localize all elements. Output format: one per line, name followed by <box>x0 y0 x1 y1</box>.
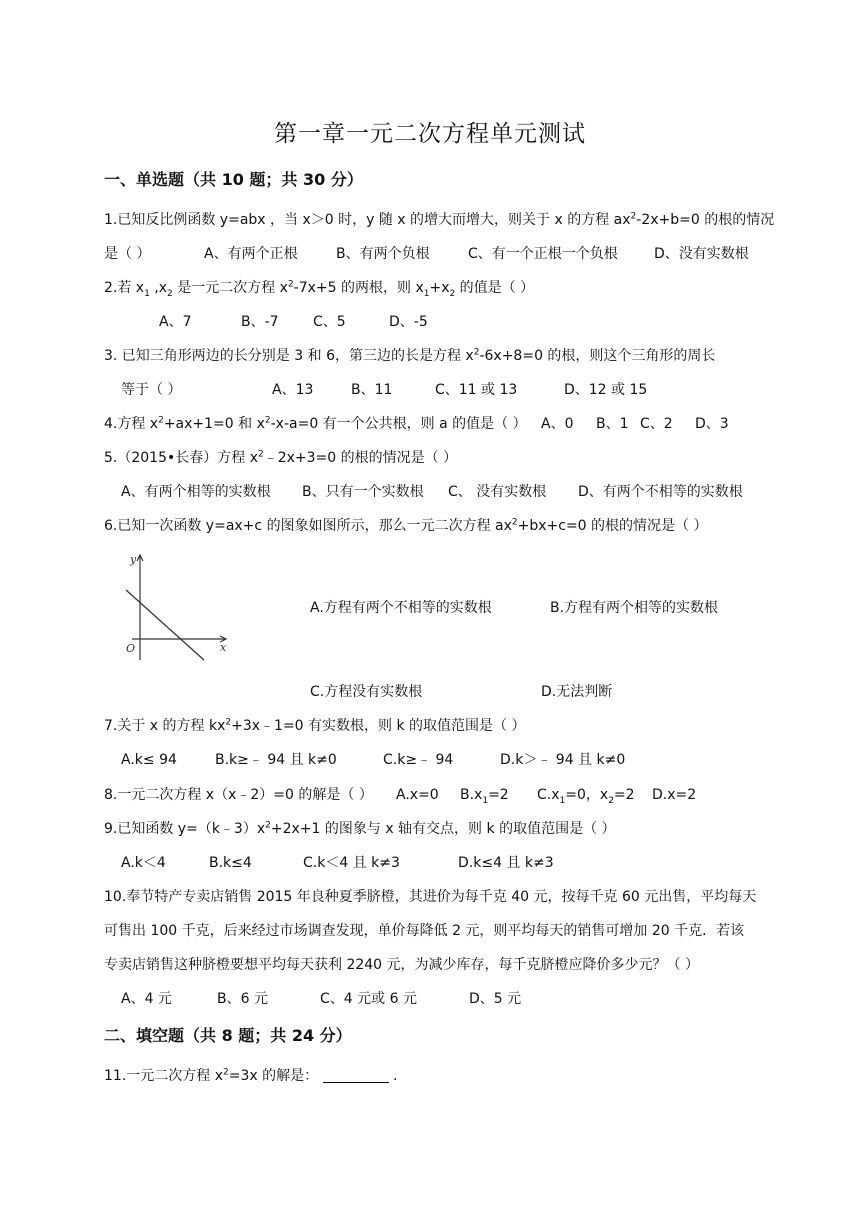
question-6-stem <box>104 516 708 536</box>
superscript: 2 <box>630 211 637 222</box>
question-11 <box>104 1066 397 1086</box>
q7-text-a: 7.关于 x 的方程 kx <box>104 718 226 734</box>
function-line <box>126 590 204 660</box>
q4-option-d: D、3 <box>695 416 729 432</box>
q7-option-d: D.k＞﹣ 94 且 k≠0 <box>500 752 626 768</box>
y-axis-label: y <box>130 553 137 566</box>
q3-text-a: 3. 已知三角形两边的长分别是 3 和 6，第三边的长是方程 x <box>104 348 474 364</box>
q4-option-c: C、2 <box>640 416 673 432</box>
q1-text-a: 1.已知反比例函数 y=abx ，当 x＞0 时，y 随 x 的增大而增大，则关于 x 的方程 ax <box>104 212 631 228</box>
subscript: 1 <box>482 795 489 806</box>
q8-option-b <box>460 785 509 805</box>
q2-option-b: B、-7 <box>241 314 279 330</box>
q9-option-c: C.k＜4 且 k≠3 <box>303 855 400 871</box>
q4-text-b: +ax+1=0 和 x <box>163 416 265 432</box>
q3-text-b: -6x+8=0 的根，则这个三角形的周长 <box>479 348 716 364</box>
q11-text-b: =3x 的解是： <box>228 1068 319 1084</box>
q3-option-c: C、11 或 13 <box>435 382 518 398</box>
q1-text-b: -2x+b=0 的根的情况 <box>636 212 775 228</box>
q5-option-d: D、有两个不相等的实数根 <box>578 484 743 500</box>
q6-option-d: D.无法判断 <box>541 684 613 700</box>
q2-text-c: 是一元二次方程 x <box>172 280 288 296</box>
question-7-stem <box>104 716 526 736</box>
superscript: 2 <box>511 517 518 528</box>
q5-option-c: C、 没有实数根 <box>448 484 547 500</box>
subscript: 2 <box>608 795 614 806</box>
superscript: 2 <box>265 820 271 831</box>
q5-option-a: A、有两个相等的实数根 <box>121 484 271 500</box>
subscript: 1 <box>144 288 150 299</box>
subscript: 1 <box>559 795 566 806</box>
q2-option-c: C、5 <box>313 314 346 330</box>
q6-text-b: +bx+c=0 的根的情况是（ ） <box>517 518 708 534</box>
q2-text-e: +x <box>429 280 450 296</box>
q7-option-b: B.k≥﹣ 94 且 k≠0 <box>215 752 337 768</box>
q9-option-a: A.k＜4 <box>121 855 166 871</box>
q9-option-d: D.k≤4 且 k≠3 <box>458 855 554 871</box>
q1-lead: 是（ ） <box>104 246 151 262</box>
q8-text: 8.一元二次方程 x（x﹣2）=0 的解是（ ） <box>104 787 373 803</box>
page-title: 第一章一元二次方程单元测试 <box>274 121 586 147</box>
q8-c-text-2: =0，x <box>565 787 609 803</box>
q7-option-a: A.k≤ 94 <box>121 752 177 768</box>
question-3-options <box>121 380 648 400</box>
q4-text-c: -x-a=0 有一个公共根，则 a 的值是（ ） <box>270 416 527 432</box>
q1-option-c: C、有一个正根一个负根 <box>468 246 618 262</box>
q4-option-a: A、0 <box>541 416 574 432</box>
subscript: 2 <box>449 288 456 299</box>
question-1-options <box>104 244 749 264</box>
q5-option-b: B、只有一个实数根 <box>302 484 424 500</box>
question-9-options <box>121 853 554 873</box>
q8-option-d: D.x=2 <box>652 787 697 803</box>
q11-tail: . <box>388 1068 398 1084</box>
q3-option-b: B、11 <box>351 382 393 398</box>
question-10-options <box>121 989 522 1009</box>
q5-text-b: ﹣2x+3=0 的根的情况是（ ） <box>263 450 458 466</box>
q2-text-a: 2.若 x <box>104 280 145 296</box>
q7-text-b: +3x﹣1=0 有实数根，则 k 的取值范围是（ ） <box>231 718 526 734</box>
origin-label: O <box>126 642 136 655</box>
q8-b-text-2: =2 <box>488 787 509 803</box>
q9-text-a: 9.已知函数 y=（k﹣3）x <box>104 821 266 837</box>
q8-c-text: C.x <box>537 787 560 803</box>
q2-option-a: A、7 <box>159 314 192 330</box>
q2-option-d: D、-5 <box>389 314 428 330</box>
q3-lead: 等于（ ） <box>121 382 182 398</box>
superscript: 2 <box>264 415 271 426</box>
x-axis-label: x <box>220 641 227 654</box>
question-4 <box>104 414 729 434</box>
question-5-options <box>121 482 743 502</box>
q8-c-text-3: =2 <box>613 787 635 803</box>
question-8 <box>104 785 697 806</box>
q2-text-b: ,x <box>149 280 168 296</box>
question-7-options <box>121 750 626 770</box>
q1-option-d: D、没有实数根 <box>654 246 749 262</box>
subscript: 2 <box>167 288 173 299</box>
q10-option-c: C、4 元或 6 元 <box>320 991 417 1007</box>
question-5-stem <box>104 448 457 468</box>
question-10-line-2: 可售出 100 千克，后来经过市场调查发现，单价每降低 2 元，则平均每天的销售可增加 20 千克．若该 <box>104 923 745 939</box>
superscript: 2 <box>257 449 264 460</box>
question-2-options <box>159 312 428 332</box>
q6-option-c: C.方程没有实数根 <box>310 684 423 700</box>
q3-option-d: D、12 或 15 <box>564 382 648 398</box>
question-3-stem <box>104 346 715 366</box>
q9-text-b: +2x+1 的图象与 x 轴有交点，则 k 的取值范围是（ ） <box>270 821 616 837</box>
q11-text-a: 11.一元二次方程 x <box>104 1068 223 1084</box>
q1-option-a: A、有两个正根 <box>204 246 298 262</box>
q10-option-d: D、5 元 <box>469 991 522 1007</box>
question-10-line-3: 专卖店销售这种脐橙要想平均每天获利 2240 元，为减少库存，每千克脐橙应降价多少元？（ ） <box>104 957 699 973</box>
section-fill-in: 二、填空题（共 8 题；共 24 分） <box>104 1026 352 1045</box>
superscript: 2 <box>223 1067 229 1078</box>
q1-option-b: B、有两个负根 <box>336 246 430 262</box>
q10-option-a: A、4 元 <box>121 991 172 1007</box>
q8-option-a: A.x=0 <box>396 787 439 803</box>
q8-b-text: B.x <box>460 787 483 803</box>
question-2-stem <box>104 278 534 298</box>
answer-blank[interactable] <box>323 1068 389 1083</box>
section-single-choice: 一、单选题（共 10 题；共 30 分） <box>104 170 363 189</box>
subscript: 1 <box>423 288 430 299</box>
q6-text-a: 6.已知一次函数 y=ax+c 的图象如图所示，那么一元二次方程 ax <box>104 518 512 534</box>
q3-option-a: A、13 <box>272 382 314 398</box>
q2-text-d: -7x+5 的两根，则 x <box>293 280 424 296</box>
question-1-stem <box>104 210 774 230</box>
question-10-line-1: 10.奉节特产专卖店销售 2015 年良种夏季脐橙，其进价为每千克 40 元，按每千克 60 元出售，平均每天 <box>104 889 757 905</box>
question-9-stem <box>104 819 616 839</box>
superscript: 2 <box>473 347 480 358</box>
linear-function-graph <box>116 548 236 668</box>
superscript: 2 <box>225 717 232 728</box>
q6-option-b: B.方程有两个相等的实数根 <box>550 600 719 616</box>
q10-option-b: B、6 元 <box>217 991 268 1007</box>
superscript: 2 <box>287 279 294 290</box>
q6-option-a: A.方程有两个不相等的实数根 <box>310 600 492 616</box>
q4-text-a: 4.方程 x <box>104 416 159 432</box>
q5-text-a: 5.（2015•长春）方程 x <box>104 450 258 466</box>
q7-option-c: C.k≥﹣ 94 <box>383 752 454 768</box>
superscript: 2 <box>158 415 164 426</box>
q8-option-c <box>537 785 635 805</box>
q2-text-f: 的值是（ ） <box>455 280 535 296</box>
q9-option-b: B.k≤4 <box>209 855 252 871</box>
q4-option-b: B、1 <box>596 416 629 432</box>
